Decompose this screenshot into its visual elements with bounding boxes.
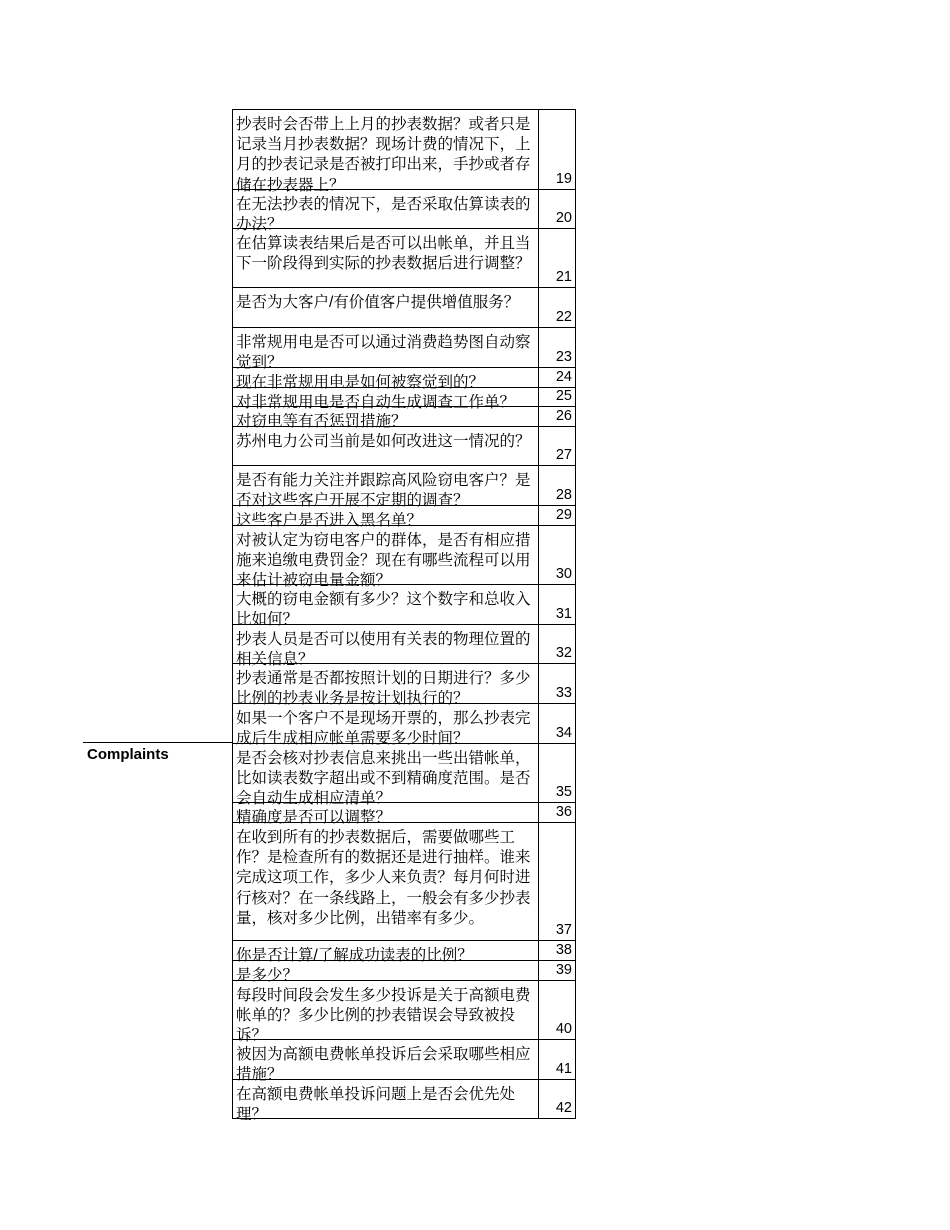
question-cell[interactable] <box>232 426 539 465</box>
table-row <box>232 743 576 808</box>
question-number: 37 <box>555 922 572 938</box>
table-row <box>232 228 576 287</box>
question-cell[interactable] <box>232 1039 539 1084</box>
question-text: 在无法抄表的情况下，是否采取估算读表的办法？ <box>236 196 531 234</box>
question-number: 25 <box>555 388 572 404</box>
question-number: 41 <box>555 1061 572 1077</box>
question-number: 21 <box>555 269 572 285</box>
number-cell[interactable] <box>539 624 576 663</box>
question-number: 40 <box>555 1021 572 1037</box>
question-text: 是否为大客户/有价值客户提供增值服务？ <box>236 294 520 311</box>
question-number: 36 <box>555 804 572 820</box>
table-row <box>232 109 576 194</box>
question-text: 抄表人员是否可以使用有关表的物理位置的相关信息？ <box>236 631 531 669</box>
number-cell[interactable] <box>539 367 576 387</box>
question-cell[interactable] <box>232 327 539 372</box>
number-cell[interactable] <box>539 1039 576 1079</box>
table-row <box>232 584 576 629</box>
question-text: 非常规用电是否可以通过消费趋势图自动察觉到？ <box>236 334 531 372</box>
question-number: 27 <box>555 447 572 463</box>
question-text: 对被认定为窃电客户的群体，是否有相应措施来追缴电费罚金？现在有哪些流程可以用来估计被窃电量金额？ <box>236 532 531 590</box>
question-number: 24 <box>555 369 572 385</box>
question-text: 是多少？ <box>236 967 299 984</box>
question-number: 29 <box>555 507 572 523</box>
question-text: 在估算读表结果后是否可以出帐单，并且当下一阶段得到实际的抄表数据后进行调整？ <box>236 235 531 273</box>
question-cell[interactable] <box>232 624 539 669</box>
question-text: 精确度是否可以调整？ <box>236 809 392 826</box>
question-cell[interactable] <box>232 980 539 1045</box>
table-row <box>232 465 576 510</box>
table-row <box>232 624 576 669</box>
question-cell[interactable] <box>232 663 539 708</box>
number-cell[interactable] <box>539 1079 576 1118</box>
question-number: 28 <box>555 487 572 503</box>
table-row <box>232 940 576 964</box>
question-number: 39 <box>555 962 572 978</box>
question-number: 32 <box>555 645 572 661</box>
number-cell[interactable] <box>539 525 576 584</box>
number-cell[interactable] <box>539 584 576 624</box>
question-text: 这些客户是否进入黑名单？ <box>236 512 423 529</box>
question-cell[interactable] <box>232 1079 539 1124</box>
table-row <box>232 426 576 465</box>
question-number: 22 <box>555 309 572 325</box>
question-cell[interactable] <box>232 743 539 808</box>
question-text: 你是否计算/了解成功读表的比例？ <box>236 947 473 964</box>
question-cell[interactable] <box>232 465 539 510</box>
question-number: 34 <box>555 725 572 741</box>
question-text: 现在非常规用电是如何被察觉到的？ <box>236 374 485 391</box>
table-row <box>232 703 576 748</box>
question-cell[interactable] <box>232 189 539 234</box>
question-number: 31 <box>555 606 572 622</box>
question-cell[interactable] <box>232 703 539 748</box>
number-cell[interactable] <box>539 406 576 426</box>
question-text: 抄表时会否带上上月的抄表数据？或者只是记录当月抄表数据？现场计费的情况下，上月的抄表记录是否被打印出来，手抄或者存储在抄表器上？ <box>236 116 531 194</box>
question-text: 抄表通常是否都按照计划的日期进行？多少比例的抄表业务是按计划执行的？ <box>236 670 531 708</box>
question-number: 19 <box>555 171 572 187</box>
question-cell[interactable] <box>232 287 539 327</box>
question-number: 33 <box>555 685 572 701</box>
number-cell[interactable] <box>539 663 576 703</box>
question-text: 是否有能力关注并跟踪高风险窃电客户？是否对这些客户开展不定期的调查？ <box>236 472 531 510</box>
question-text: 是否会核对抄表信息来挑出一些出错帐单，比如读表数字超出或不到精确度范围。是否会自动生成相应清单？ <box>236 750 531 808</box>
number-cell[interactable] <box>539 327 576 367</box>
question-text: 在收到所有的抄表数据后，需要做哪些工作？是检查所有的数据还是进行抽样。谁来完成这项工作，多少人来负责？每月何时进行核对？在一条线路上，一般会有多少抄表量，核对多少比例，出错率有多少。 <box>236 829 531 927</box>
table-row <box>232 287 576 327</box>
table-row <box>232 822 576 940</box>
number-cell[interactable] <box>539 287 576 327</box>
question-text: 被因为高额电费帐单投诉后会采取哪些相应措施？ <box>236 1046 531 1084</box>
question-number: 38 <box>555 942 572 958</box>
question-number: 20 <box>555 210 572 226</box>
section-divider <box>83 742 233 743</box>
question-number: 30 <box>555 566 572 582</box>
question-cell[interactable] <box>232 525 539 590</box>
question-text: 如果一个客户不是现场开票的，那么抄表完成后生成相应帐单需要多少时间？ <box>236 710 531 748</box>
question-text: 对窃电等有否惩罚措施？ <box>236 413 407 430</box>
question-cell[interactable] <box>232 109 539 194</box>
table-row <box>232 663 576 708</box>
question-number: 23 <box>555 349 572 365</box>
number-cell[interactable] <box>539 802 576 822</box>
number-cell[interactable] <box>539 109 576 189</box>
table-row <box>232 189 576 234</box>
table-row <box>232 1039 576 1084</box>
number-cell[interactable] <box>539 228 576 287</box>
question-text: 每段时间段会发生多少投诉是关于高额电费帐单的？多少比例的抄表错误会导致被投诉？ <box>236 987 531 1045</box>
number-cell[interactable] <box>539 960 576 980</box>
table-row <box>232 327 576 372</box>
question-text: 苏州电力公司当前是如何改进这一情况的？ <box>236 433 531 450</box>
number-cell[interactable] <box>539 189 576 228</box>
number-cell[interactable] <box>539 703 576 743</box>
question-text: 在高额电费帐单投诉问题上是否会优先处理？ <box>236 1086 516 1124</box>
number-cell[interactable] <box>539 822 576 940</box>
number-cell[interactable] <box>539 980 576 1039</box>
question-text: 大概的窃电金额有多少？这个数字和总收入比如何？ <box>236 591 531 629</box>
question-number: 42 <box>555 1100 572 1116</box>
question-cell[interactable] <box>232 940 539 964</box>
question-cell[interactable] <box>232 822 539 940</box>
number-cell[interactable] <box>539 743 576 802</box>
number-cell[interactable] <box>539 940 576 960</box>
number-cell[interactable] <box>539 426 576 465</box>
number-cell[interactable] <box>539 465 576 505</box>
question-number: 26 <box>555 408 572 424</box>
question-cell[interactable] <box>232 228 539 287</box>
question-cell[interactable] <box>232 584 539 629</box>
section-label-complaints: Complaints <box>87 746 169 763</box>
question-number: 35 <box>555 784 572 800</box>
number-cell[interactable] <box>539 505 576 525</box>
table-row <box>232 1079 576 1124</box>
number-cell[interactable] <box>539 387 576 406</box>
question-text: 对非常规用电是否自动生成调查工作单？ <box>236 394 516 411</box>
table-row <box>232 525 576 590</box>
table-row <box>232 980 576 1045</box>
